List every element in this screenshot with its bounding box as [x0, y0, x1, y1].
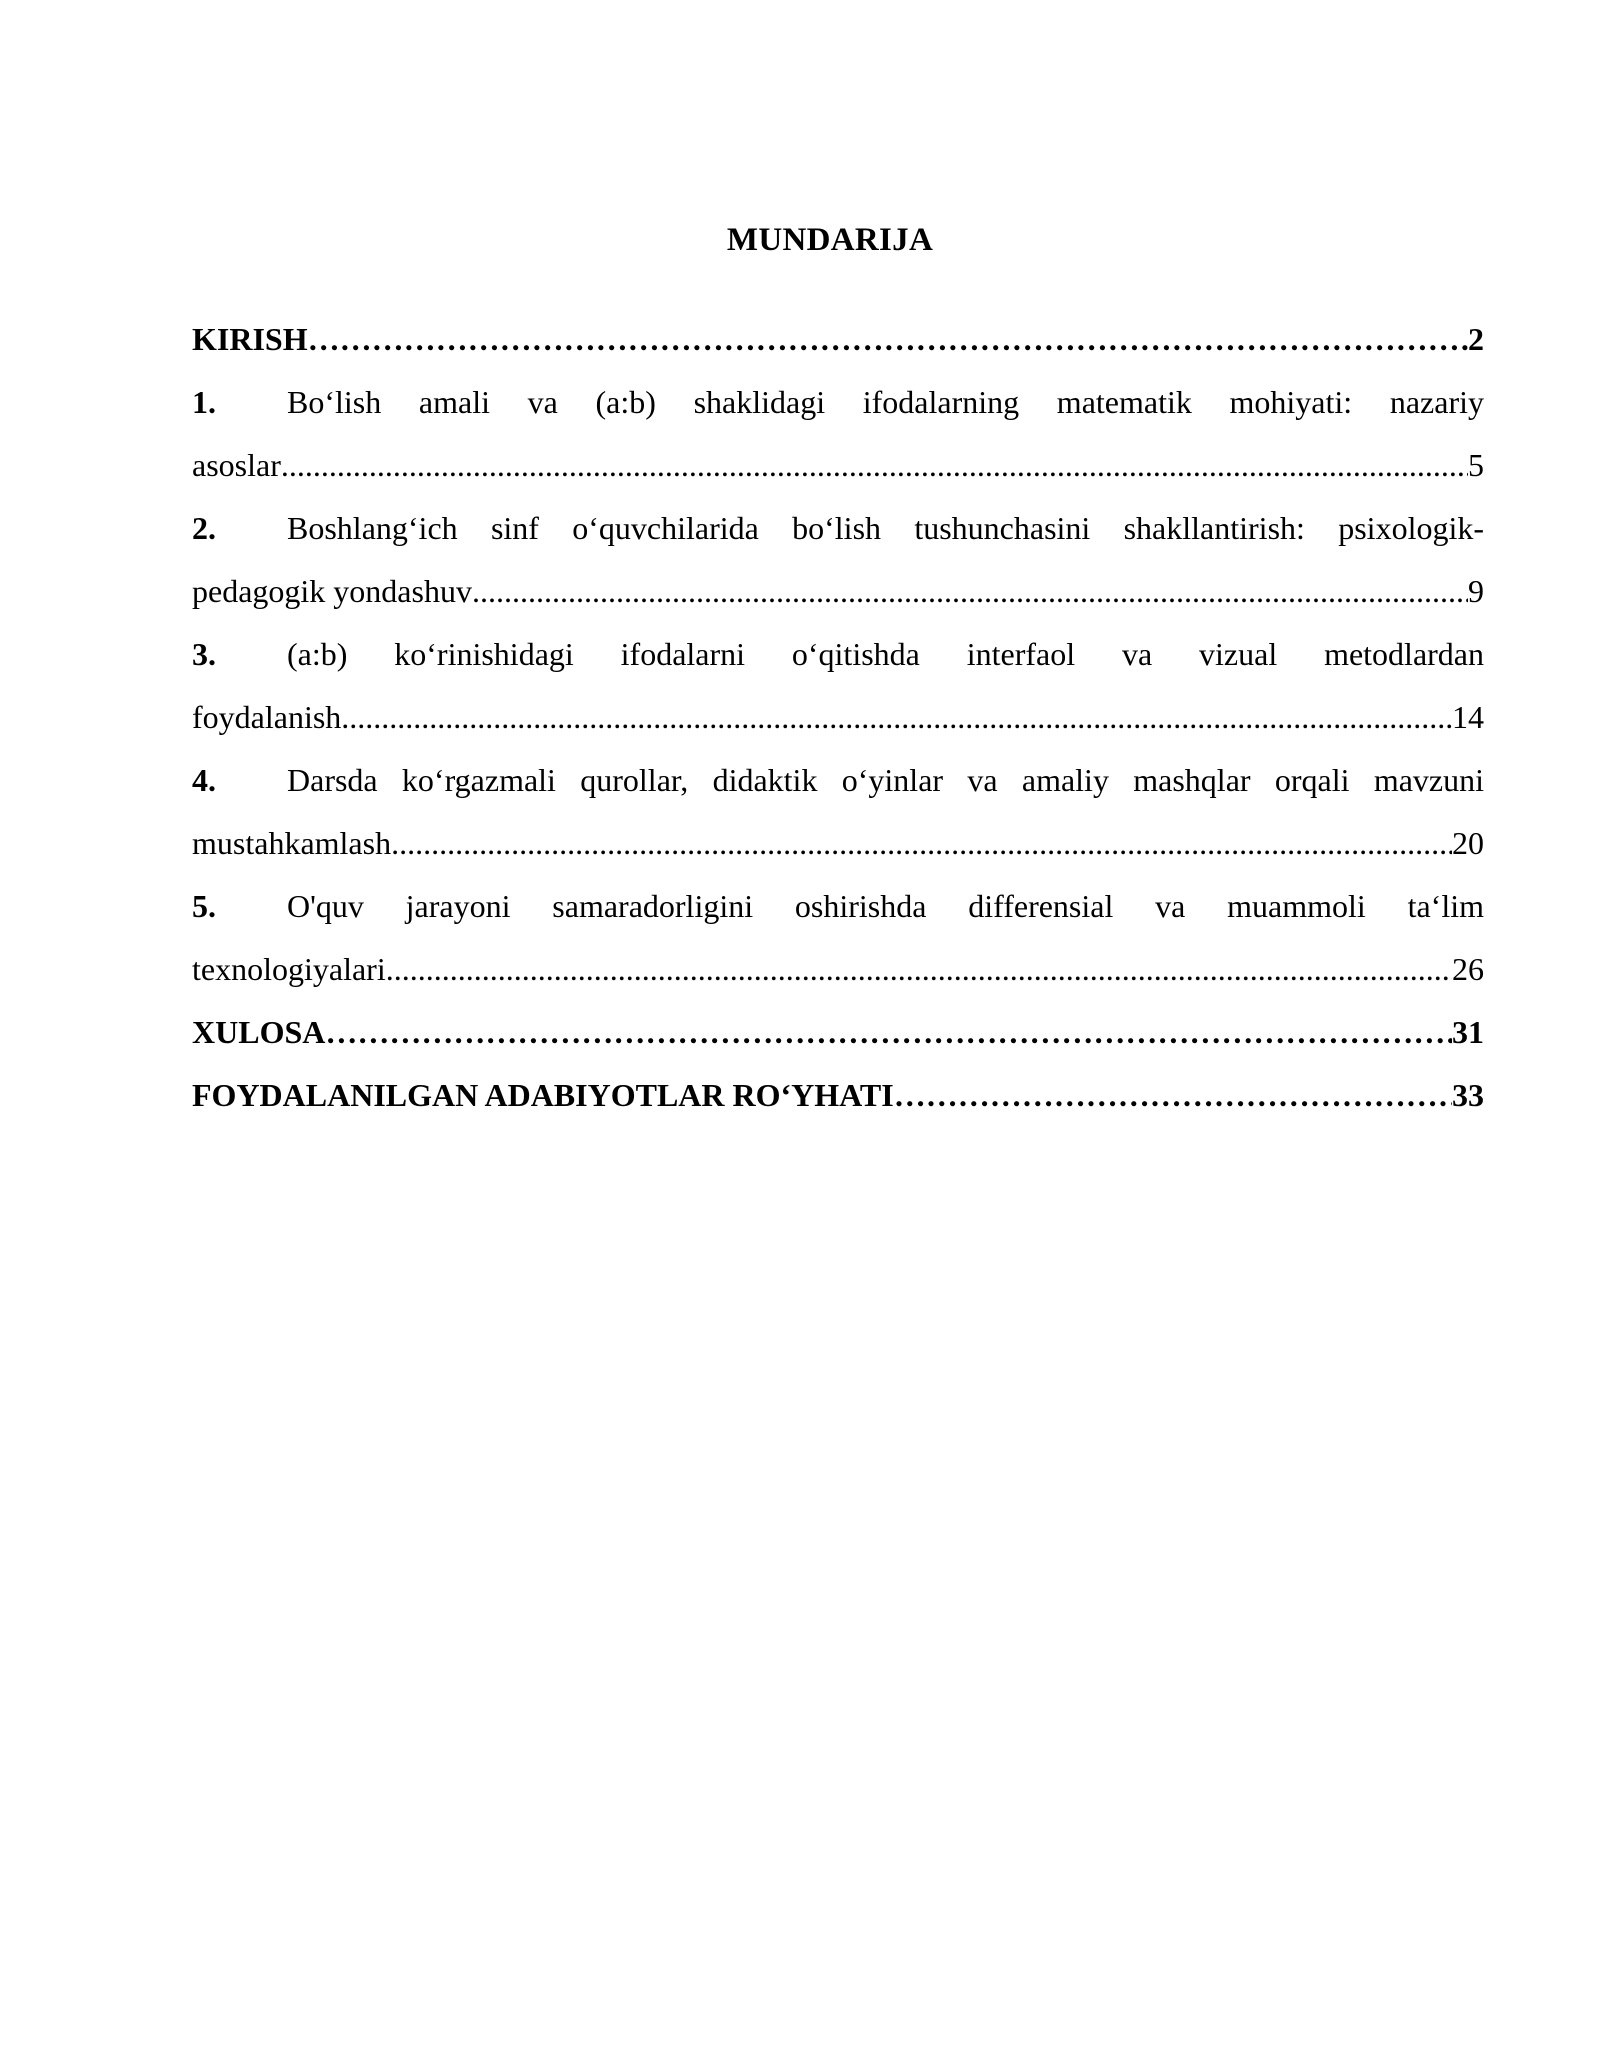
toc-entry-title-line2: texnologiyalari [192, 951, 386, 987]
toc-entry-label: XULOSA [192, 1014, 326, 1050]
toc-entry-number: 3. [192, 636, 216, 672]
toc-page-number: 31 [1452, 1014, 1484, 1050]
toc-entry-number: 2. [192, 510, 216, 546]
toc-entry-number: 4. [192, 762, 216, 798]
toc-page-number: 9 [1468, 573, 1484, 609]
toc-leader-dots [391, 812, 1452, 875]
toc-entry-intro [192, 308, 1484, 371]
toc-entry-references [192, 1064, 1484, 1127]
toc-page-number: 2 [1468, 321, 1484, 357]
toc-entry-conclusion [192, 1001, 1484, 1064]
toc-entry-title-line1: Boshlang‘ich sinf o‘quvchilarida bo‘lish tushunchasini shakllantirish: psixologik- [287, 510, 1484, 546]
toc-entry-title-line1: Darsda ko‘rgazmali qurollar, didaktik o‘yinlar va amaliy mashqlar orqali mavzuni [287, 762, 1484, 798]
toc-leader-dots [325, 1001, 1452, 1064]
toc-leader-dots [308, 308, 1468, 371]
toc-page-number: 33 [1452, 1077, 1484, 1113]
toc-entry-title-line1: O'quv jarayoni samaradorligini oshirishda differensial va muammoli ta‘lim [287, 888, 1484, 924]
toc-leader-dots [472, 560, 1468, 623]
toc-entry-1 [192, 371, 1484, 497]
toc-entry-label: KIRISH [192, 321, 308, 357]
toc-entry-3 [192, 623, 1484, 749]
toc-entry-title-line2: foydalanish [192, 699, 342, 735]
toc-entry-label: FOYDALANILGAN ADABIYOTLAR RO‘YHATI [192, 1077, 894, 1113]
toc-entry-number: 5. [192, 888, 216, 924]
toc-page-number: 5 [1468, 447, 1484, 483]
toc-entry-2 [192, 497, 1484, 623]
toc-entry-number: 1. [192, 384, 216, 420]
toc-page-number: 26 [1452, 951, 1484, 987]
toc-page-number: 20 [1452, 825, 1484, 861]
toc-entry-4 [192, 749, 1484, 875]
toc-entry-title-line2: pedagogik yondashuv [192, 573, 472, 609]
toc-entry-5 [192, 875, 1484, 1001]
toc-leader-dots [281, 434, 1468, 497]
toc-leader-dots [386, 938, 1452, 1001]
toc-page-number: 14 [1452, 699, 1484, 735]
toc-entry-title-line1: Bo‘lish amali va (a:b) shaklidagi ifodalarning matematik mohiyati: nazariy [287, 384, 1484, 420]
toc-entry-title-line2: mustahkamlash [192, 825, 392, 861]
toc-leader-dots [894, 1064, 1452, 1127]
page-title: MUNDARIJA [726, 222, 934, 258]
toc-entry-title-line2: asoslar [192, 447, 281, 483]
toc-leader-dots [341, 686, 1452, 749]
toc-entry-title-line1: (a:b) ko‘rinishidagi ifodalarni o‘qitishda interfaol va vizual metodlardan [287, 636, 1484, 672]
table-of-contents [192, 308, 1484, 1127]
